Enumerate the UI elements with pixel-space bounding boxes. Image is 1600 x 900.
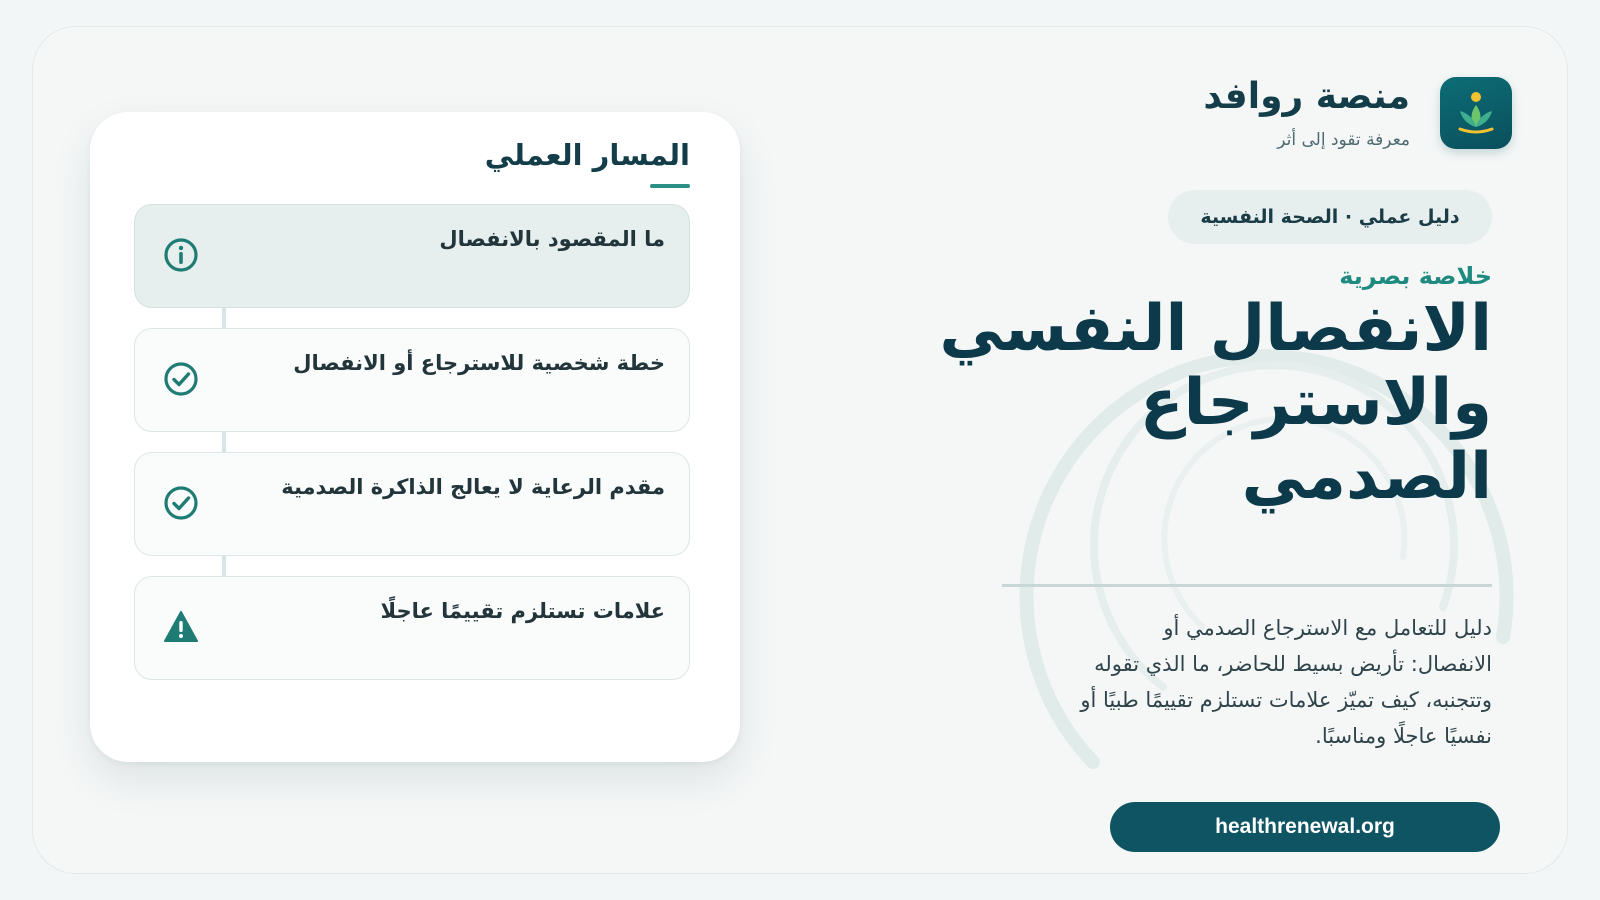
step-label: علامات تستلزم تقييمًا عاجلًا (380, 599, 665, 623)
check-circle-icon (163, 485, 199, 521)
step-connector (222, 554, 226, 576)
title-underline (650, 184, 690, 188)
step-item-definition[interactable] (134, 204, 690, 308)
step-label: ما المقصود بالانفصال (439, 227, 665, 251)
description: دليل للتعامل مع الاسترجاع الصدمي أو الانفصال: تأريض بسيط للحاضر، ما الذي تقوله وتتجنبه، كيف تميّز علامات تستلزم تقييمًا طبيًا أو نفسيًا عاجلًا ومناسبًا. (1080, 616, 1492, 748)
category-badge: دليل عملي · الصحة النفسية (1168, 190, 1492, 244)
warning-icon (163, 609, 199, 645)
title-line: الصدمي (1241, 440, 1492, 514)
practical-path-card (90, 112, 740, 762)
brand-name: منصة روافد (1203, 76, 1410, 117)
step-connector (222, 306, 226, 328)
title-line: والاسترجاع (1139, 366, 1492, 440)
step-item-personal-plan[interactable] (134, 328, 690, 432)
title-line: الانفصال النفسي (939, 292, 1492, 366)
check-circle-icon (163, 361, 199, 397)
lotus-icon (1440, 77, 1512, 149)
step-label: خطة شخصية للاسترجاع أو الانفصال (293, 351, 665, 375)
kicker-label: خلاصة بصرية (1339, 262, 1492, 290)
step-connector (222, 430, 226, 452)
brand (1203, 76, 1512, 150)
info-icon (163, 237, 199, 273)
website-link-button[interactable]: healthrenewal.org (1110, 802, 1500, 852)
step-item-warning-signs[interactable] (134, 576, 690, 680)
page-title (932, 292, 1492, 514)
card-title: المسار العملي (484, 138, 690, 172)
divider (1002, 584, 1492, 587)
step-label: مقدم الرعاية لا يعالج الذاكرة الصدمية (281, 475, 665, 499)
brand-tagline: معرفة تقود إلى أثر (1277, 130, 1410, 150)
step-item-caregiver[interactable] (134, 452, 690, 556)
